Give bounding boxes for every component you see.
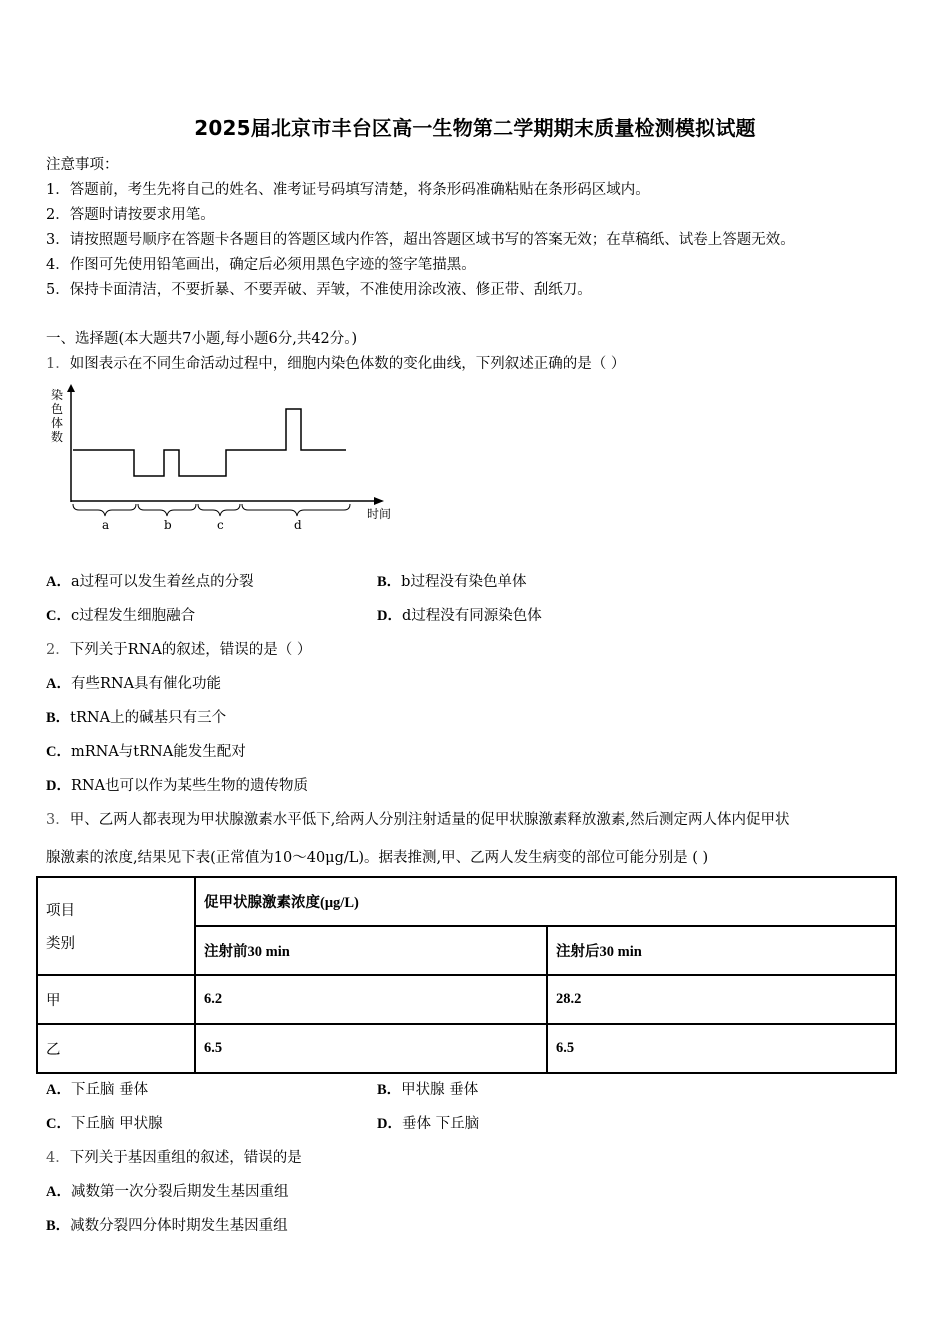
section-heading: 一、选择题(本大题共7小题,每小题6分,共42分。) xyxy=(46,331,358,347)
question-stem: 甲、乙两人都表现为甲状腺激素水平低下,给两人分别注射适量的促甲状腺激素释放激素,然后测定两人体内促甲状 xyxy=(69,812,790,828)
question-stem-cont: 腺激素的浓度,结果见下表(正常值为10～40μg/L)。据表推测,甲、乙两人发生病变的部位可能分别是 ( ) xyxy=(46,850,709,866)
table-header-before: 注射前30 min xyxy=(195,926,547,975)
question-stem: 下列关于RNA的叙述，错误的是（ ） xyxy=(69,642,312,658)
option-c[interactable]: C．mRNA与tRNA能发生配对 xyxy=(46,744,246,760)
segment-label-d: d xyxy=(294,518,302,532)
table-row: 甲 6.2 28.2 xyxy=(37,975,896,1024)
notice-item: 2．答题时请按要求用笔。 xyxy=(46,207,215,223)
question-number: 2． xyxy=(46,642,70,658)
segment-brace xyxy=(138,504,196,516)
option-c[interactable]: C．c过程发生细胞融合 xyxy=(46,608,196,624)
table-row: 乙 6.5 6.5 xyxy=(37,1024,896,1073)
page-title: 2025届北京市丰台区高一生物第二学期期末质量检测模拟试题 xyxy=(194,116,756,140)
notice-item: 3．请按照题号顺序在答题卡各题目的答题区域内作答，超出答题区域书写的答案无效；在草稿纸、试卷上答题无效。 xyxy=(46,232,795,248)
table-header-after: 注射后30 min xyxy=(547,926,896,975)
notice-heading: 注意事项： xyxy=(46,157,119,173)
option-c[interactable]: C．下丘脑 甲状腺 xyxy=(46,1116,163,1132)
option-d[interactable]: D．垂体 下丘脑 xyxy=(377,1116,480,1132)
segment-label-b: b xyxy=(164,518,172,532)
y-label-char: 体 xyxy=(51,416,64,430)
question-stem: 下列关于基因重组的叙述，错误的是 xyxy=(69,1150,302,1166)
notice-item: 5．保持卡面清洁，不要折暴、不要弄破、弄皱，不准使用涂改液、修正带、刮纸刀。 xyxy=(46,282,592,298)
question-1 xyxy=(46,352,625,373)
question-3 xyxy=(46,808,789,829)
option-b[interactable]: B．减数分裂四分体时期发生基因重组 xyxy=(46,1218,288,1234)
question-number: 1． xyxy=(46,356,70,372)
option-d[interactable]: D．RNA也可以作为某些生物的遗传物质 xyxy=(46,778,309,794)
segment-brace xyxy=(73,504,136,516)
y-label-char: 色 xyxy=(51,402,64,416)
option-a[interactable]: A．a过程可以发生着丝点的分裂 xyxy=(46,574,254,590)
option-a[interactable]: A．有些RNA具有催化功能 xyxy=(46,676,222,692)
question-4 xyxy=(46,1146,302,1167)
y-label-char: 染 xyxy=(51,388,64,402)
notice-item: 4．作图可先使用铅笔画出，确定后必须用黑色字迹的签字笔描黑。 xyxy=(46,257,476,273)
question-stem: 如图表示在不同生命活动过程中，细胞内染色体数的变化曲线，下列叙述正确的是（ ） xyxy=(69,356,626,372)
option-b[interactable]: B．b过程没有染色单体 xyxy=(377,574,527,590)
segment-brace xyxy=(242,504,350,516)
table-header-concentration: 促甲状腺激素浓度(μg/L) xyxy=(195,877,896,926)
chromosome-graph xyxy=(46,384,406,538)
table-header-item: 项目 类别 xyxy=(37,877,195,975)
question-number: 4． xyxy=(46,1150,70,1166)
option-a[interactable]: A．减数第一次分裂后期发生基因重组 xyxy=(46,1184,289,1200)
data-table xyxy=(36,876,897,1074)
question-2 xyxy=(46,638,311,659)
y-label-char: 数 xyxy=(51,430,64,444)
option-b[interactable]: B．甲状腺 垂体 xyxy=(377,1082,479,1098)
y-axis-arrow xyxy=(67,384,75,392)
segment-label-c: c xyxy=(217,518,224,532)
chromosome-curve xyxy=(73,409,346,476)
option-d[interactable]: D．d过程没有同源染色体 xyxy=(377,608,542,624)
segment-brace xyxy=(198,504,240,516)
question-number: 3． xyxy=(46,812,70,828)
option-b[interactable]: B．tRNA上的碱基只有三个 xyxy=(46,710,227,726)
option-a[interactable]: A．下丘脑 垂体 xyxy=(46,1082,149,1098)
segment-label-a: a xyxy=(102,518,110,532)
x-axis-label: 时间 xyxy=(367,507,392,521)
x-axis-arrow xyxy=(374,497,384,505)
notice-item: 1．答题前，考生先将自己的姓名、准考证号码填写清楚，将条形码准确粘贴在条形码区域内。 xyxy=(46,182,650,198)
